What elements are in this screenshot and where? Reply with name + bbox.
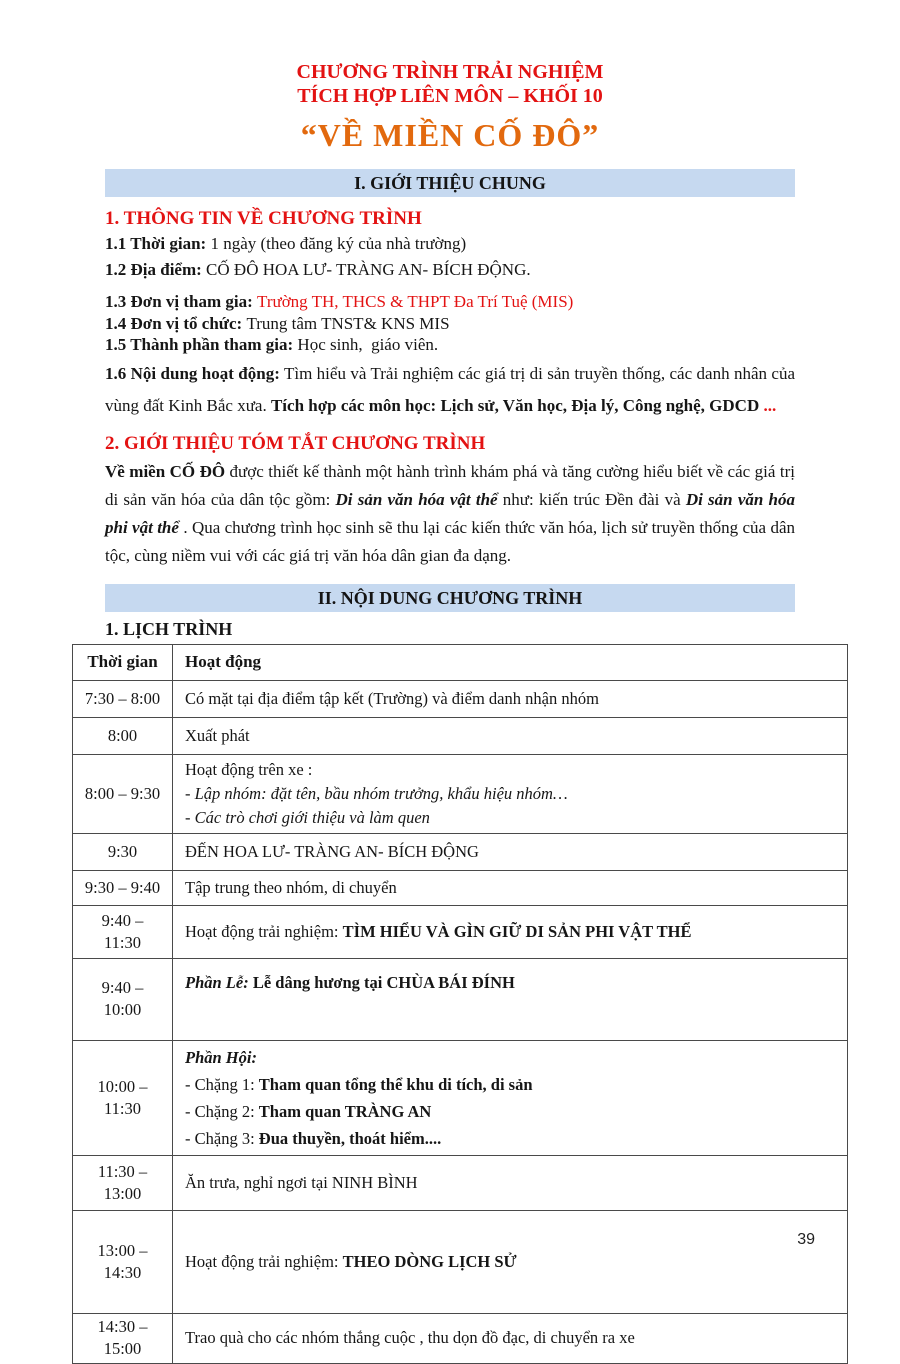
text-segment: TÌM HIỂU VÀ GÌN GIỮ DI SẢN PHI VẬT THỂ	[342, 921, 692, 941]
text-segment: Đua thuyền, thoát hiểm....	[258, 1128, 442, 1148]
text-segment: Tìm hiểu và Trải nghiệm các giá trị di sản truyền thống, các danh nhân của vùng đất Kinh Bắc xưa.	[105, 363, 795, 415]
text-segment: Hoạt động trải nghiệm:	[185, 921, 343, 941]
text-segment: - Chặng 2:	[185, 1101, 259, 1121]
text-segment: Tham quan tổng thể khu di tích, di sản	[258, 1074, 533, 1094]
column-header-activity: Hoạt động	[173, 644, 848, 680]
time-cell: 11:30 – 13:00	[73, 1155, 173, 1210]
text-segment: Phần Hội:	[185, 1047, 257, 1067]
info-value: Trường TH, THCS & THPT Đa Trí Tuệ (MIS)	[257, 292, 574, 311]
text-segment: - Các trò chơi giới thiệu và làm quen	[185, 807, 430, 827]
program-info-block	[105, 231, 795, 356]
activity-line	[185, 1071, 837, 1098]
activity-cell	[173, 833, 848, 870]
activity-line	[185, 758, 837, 782]
time-cell: 14:30 – 15:00	[73, 1313, 173, 1363]
text-segment: Tích hợp các môn học: Lịch sử, Văn học, Địa lý, Công nghệ, GDCD	[270, 395, 764, 415]
program-subtitle-line2: TÍCH HỢP LIÊN MÔN – KHỐI 10	[297, 85, 603, 107]
text-segment: Di sản văn hóa vật thể	[335, 489, 498, 509]
schedule-row	[73, 1155, 848, 1210]
info-value: CỐ ĐÔ HOA LƯ- TRÀNG AN- BÍCH ĐỘNG.	[206, 260, 531, 279]
activity-cell	[173, 717, 848, 754]
section-2-bar: II. NỘI DUNG CHƯƠNG TRÌNH	[105, 584, 795, 612]
schedule-table-body	[73, 680, 848, 1363]
text-segment: Ăn trưa, nghỉ ngơi tại NINH BÌNH	[185, 1172, 418, 1192]
activity-line	[185, 840, 837, 864]
text-segment: ĐẾN HOA LƯ- TRÀNG AN- BÍCH ĐỘNG	[185, 841, 479, 861]
schedule-row	[73, 1313, 848, 1363]
text-segment: Về miền CỐ ĐÔ	[105, 461, 226, 481]
time-cell: 8:00 – 9:30	[73, 754, 173, 833]
text-segment: Tập trung theo nhóm, di chuyển	[185, 877, 397, 897]
text-segment: Lễ dâng hương tại CHÙA BÁI ĐÍNH	[248, 972, 515, 992]
text-segment: Tham quan TRÀNG AN	[258, 1101, 432, 1121]
info-line-participating-unit	[105, 291, 795, 313]
schedule-row	[73, 680, 848, 717]
text-segment: Di sản văn hóa phi vật thể	[105, 489, 795, 537]
activity-cell	[173, 1313, 848, 1363]
activity-line	[185, 806, 837, 830]
program-subtitle-line1: CHƯƠNG TRÌNH TRẢI NGHIỆM	[296, 61, 604, 83]
document-header	[0, 0, 900, 155]
heading-program-info: 1. THÔNG TIN VỀ CHƯƠNG TRÌNH	[105, 208, 422, 229]
activity-cell	[173, 958, 848, 1040]
text-segment: ...	[763, 395, 777, 415]
activity-line	[185, 971, 837, 995]
activity-cell	[173, 1155, 848, 1210]
activity-line	[185, 1326, 837, 1350]
text-segment: Trao quà cho các nhóm thắng cuộc , thu dọn đồ đạc, di chuyển ra xe	[185, 1328, 635, 1347]
schedule-row	[73, 717, 848, 754]
activity-line	[185, 1250, 837, 1274]
info-line-attendees	[105, 334, 795, 356]
schedule-row	[73, 958, 848, 1040]
info-label: 1.5 Thành phần tham gia:	[105, 335, 298, 354]
time-cell: 9:40 – 10:00	[73, 958, 173, 1040]
schedule-header-row	[73, 644, 848, 680]
program-summary-paragraph	[105, 458, 795, 570]
activity-cell	[173, 905, 848, 958]
text-segment: 1.6 Nội dung hoạt động:	[105, 363, 280, 383]
text-segment: Hoạt động trải nghiệm:	[185, 1251, 343, 1271]
activity-line	[185, 920, 837, 944]
page-number: 39	[797, 1231, 815, 1248]
info-line-location	[105, 257, 795, 283]
time-cell: 7:30 – 8:00	[73, 680, 173, 717]
text-segment: - Chặng 1:	[185, 1074, 259, 1094]
activity-line	[185, 1125, 837, 1152]
text-segment: THEO DÒNG LỊCH SỬ	[342, 1251, 517, 1271]
activity-line	[185, 1044, 837, 1071]
schedule-title: 1. LỊCH TRÌNH	[105, 618, 233, 639]
heading-program-summary: 2. GIỚI THIỆU TÓM TẮT CHƯƠNG TRÌNH	[105, 432, 486, 454]
text-segment: Hoạt động trên xe :	[185, 759, 313, 779]
section-1-bar: I. GIỚI THIỆU CHUNG	[105, 169, 795, 197]
activity-cell	[173, 870, 848, 905]
text-segment: Phần Lễ:	[185, 972, 249, 992]
column-header-time: Thời gian	[73, 644, 173, 680]
info-label: 1.2 Địa điểm:	[105, 260, 207, 279]
time-cell: 13:00 – 14:30	[73, 1210, 173, 1313]
time-cell: 9:30 – 9:40	[73, 870, 173, 905]
activity-line	[185, 687, 837, 711]
activity-line	[185, 1098, 837, 1125]
schedule-row	[73, 1040, 848, 1155]
time-cell: 9:40 – 11:30	[73, 905, 173, 958]
schedule-row	[73, 905, 848, 958]
text-segment: được thiết kế thành một hành trình khám phá và tăng cường hiểu biết về các giá trị di sản văn hóa của dân tộc gồm:	[105, 461, 795, 509]
text-segment: . Qua chương trình học sinh sẽ thu lại các kiến thức văn hóa, lịch sử truyền thống của dân tộc, cùng niềm vui với các giá trị văn hóa dân gian đa dạng.	[105, 517, 796, 565]
text-segment: - Chặng 3:	[185, 1128, 259, 1148]
schedule-row	[73, 754, 848, 833]
schedule-row	[73, 870, 848, 905]
schedule-row	[73, 833, 848, 870]
activity-cell	[173, 1210, 848, 1313]
schedule-table	[72, 644, 848, 1364]
time-cell: 8:00	[73, 717, 173, 754]
program-main-title: “VỀ MIỀN CỐ ĐÔ”	[300, 117, 600, 153]
activity-line	[185, 724, 837, 748]
text-segment: - Lập nhóm: đặt tên, bầu nhóm trưởng, khẩu hiệu nhóm…	[185, 783, 568, 803]
info-value: Trung tâm TNST& KNS MIS	[246, 313, 450, 333]
info-label: 1.4 Đơn vị tổ chức:	[105, 313, 247, 333]
time-cell: 10:00 – 11:30	[73, 1040, 173, 1155]
text-segment: như: kiến trúc Đền đài và	[497, 489, 686, 509]
info-label: 1.1 Thời gian:	[105, 234, 211, 253]
activity-line	[185, 782, 837, 806]
activity-cell	[173, 1040, 848, 1155]
activity-cell	[173, 680, 848, 717]
text-segment: Có mặt tại địa điểm tập kết (Trường) và điểm danh nhận nhóm	[185, 688, 599, 708]
schedule-row	[73, 1210, 848, 1313]
info-label: 1.3 Đơn vị tham gia:	[105, 292, 258, 311]
info-line-organizing-unit	[105, 313, 795, 335]
schedule-table-header	[73, 644, 848, 680]
info-line-activity-content	[105, 358, 795, 422]
info-value: Học sinh, giáo viên.	[297, 335, 439, 354]
activity-line	[185, 876, 837, 900]
activity-line	[185, 1171, 837, 1195]
activity-cell	[173, 754, 848, 833]
info-value: 1 ngày (theo đăng ký của nhà trường)	[210, 234, 467, 253]
text-segment: Xuất phát	[185, 725, 250, 745]
time-cell: 9:30	[73, 833, 173, 870]
info-line-time	[105, 231, 795, 257]
